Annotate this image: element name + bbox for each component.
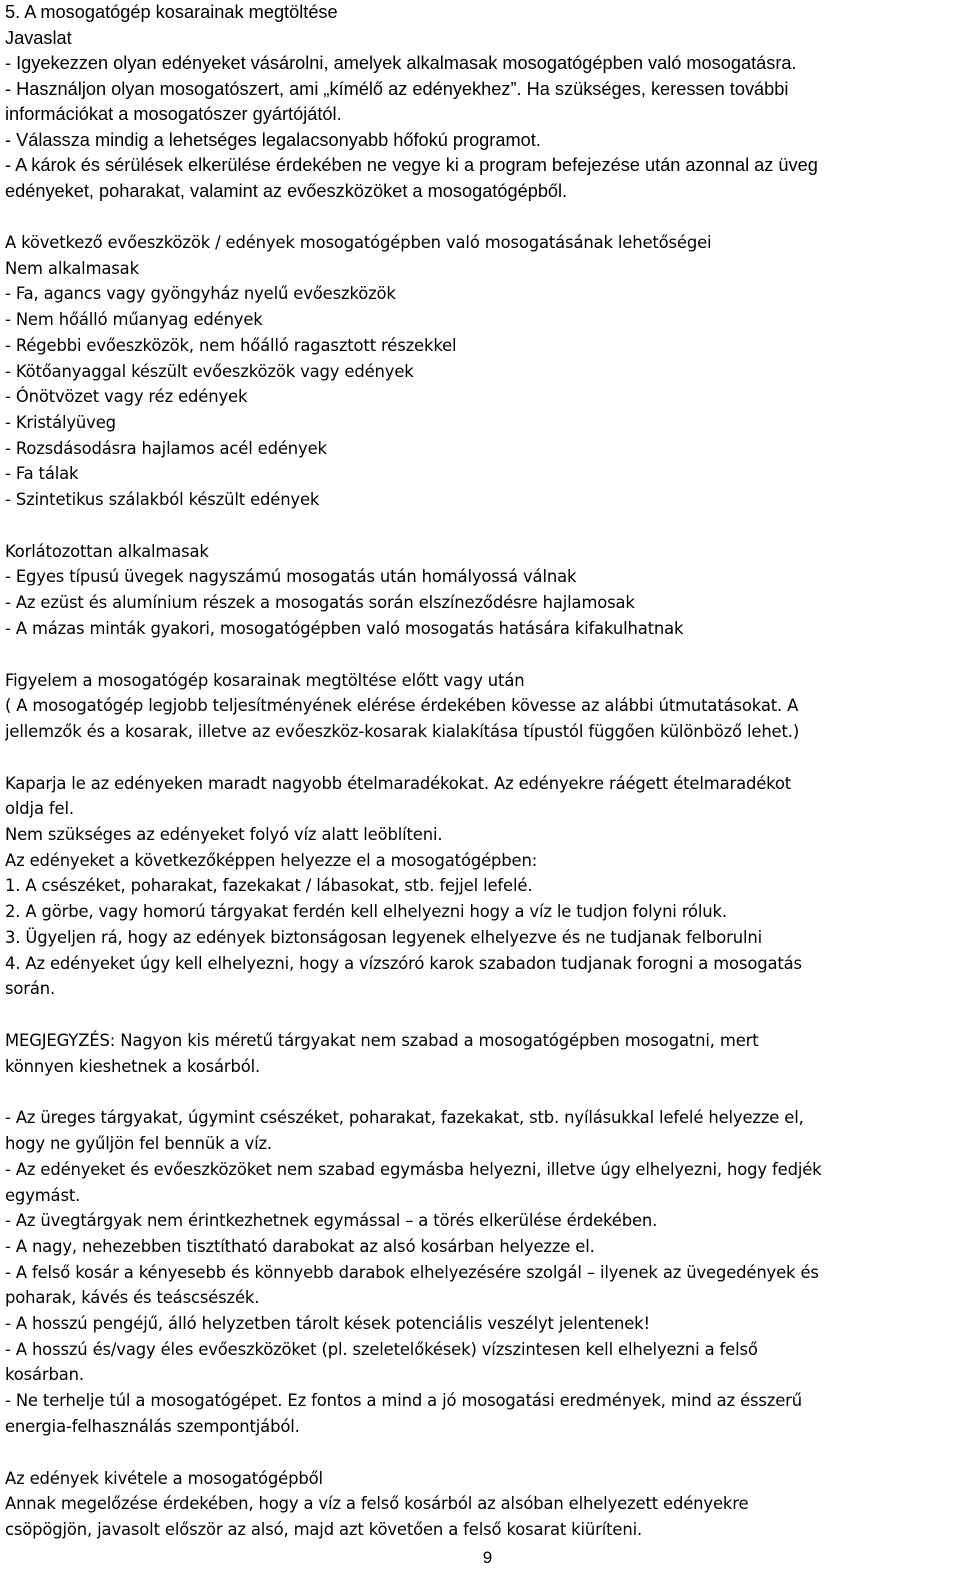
tip-line: - Az edényeket és evőeszközöket nem szabad egymásba helyezni, illetve úgy elhelyezni, hogy fedjék (5, 1159, 822, 1179)
attention-section (5, 668, 955, 745)
limited-section (5, 539, 955, 642)
note-line: könnyen kieshetnek a kosárból. (5, 1056, 261, 1076)
instruction-line: oldja fel. (5, 799, 74, 819)
instruction-line: 1. A csészéket, poharakat, fazekakat / lábasokat, stb. fejjel lefelé. (5, 876, 533, 896)
instruction-line: Az edényeket a következőképpen helyezze el a mosogatógépben: (5, 850, 538, 870)
instruction-line: 3. Ügyeljen rá, hogy az edények biztonságosan legyenek elhelyezve és ne tudjanak felborulni (5, 927, 762, 947)
instruction-line: 2. A görbe, vagy homorú tárgyakat ferdén kell elhelyezni hogy a víz le tudjon folyni róluk. (5, 902, 727, 922)
suitability-section (5, 230, 955, 513)
recommendation-line: - Igyekezzen olyan edényeket vásárolni, amelyek alkalmasak mosogatógépben való mosogatásra. (5, 53, 797, 73)
attention-line: jellemzők és a kosarak, illetve az evőeszköz-kosarak kialakítása típustól függően különböző lehet.) (5, 721, 800, 741)
document-page (5, 0, 955, 1543)
tip-line: hogy ne gyűljön fel bennük a víz. (5, 1134, 272, 1154)
tip-line: energia-felhasználás szempontjából. (5, 1416, 300, 1436)
unsuitable-item: - Régebbi evőeszközök, nem hőálló ragasztott részekkel (5, 335, 457, 355)
note-line: MEGJEGYZÉS: Nagyon kis méretű tárgyakat nem szabad a mosogatógépben mosogatni, mert (5, 1030, 759, 1050)
recommendation-line: információkat a mosogatószer gyártójától. (5, 104, 342, 124)
limited-item: - Egyes típusú üvegek nagyszámú mosogatás után homályossá válnak (5, 567, 577, 587)
instruction-line: 4. Az edényeket úgy kell elhelyezni, hogy a vízszóró karok szabadon tudjanak forogni a mosogatás (5, 953, 802, 973)
unsuitable-item: - Rozsdásodásra hajlamos acél edények (5, 438, 327, 458)
section-title: 5. A mosogatógép kosarainak megtöltése (5, 2, 338, 22)
unsuitable-item: - Kötőanyaggal készült evőeszközök vagy edények (5, 361, 414, 381)
instruction-line: során. (5, 979, 56, 999)
tip-line: poharak, kávés és teáscsészék. (5, 1288, 260, 1308)
recommendation-line: - Használjon olyan mosogatószert, ami „kímélő az edényekhez”. Ha szükséges, keressen további (5, 78, 789, 99)
suitability-heading: A következő evőeszközök / edények mosogatógépben való mosogatásának lehetőségei (5, 233, 712, 252)
tip-line: - A felső kosár a kényesebb és könnyebb darabok elhelyezésére szolgál – ilyenek az üvegedények és (5, 1262, 819, 1282)
unloading-section (5, 1466, 955, 1543)
attention-line: ( A mosogatógép legjobb teljesítményének elérése érdekében kövesse az alábbi útmutatásokat. A (5, 696, 799, 716)
recommendation-line: edényeket, poharakat, valamint az evőeszközöket a mosogatógépből. (5, 180, 568, 201)
instruction-line: Kaparja le az edényeken maradt nagyobb ételmaradékokat. Az edényekre ráégett ételmaradékot (5, 773, 792, 793)
unloading-line: Annak megelőzése érdekében, hogy a víz a felső kosárból az alsóban elhelyezett edényekre (5, 1494, 749, 1514)
tip-line: - A hosszú és/vagy éles evőeszközöket (pl. szeletelőkések) vízszintesen kell elhelyezni a felső (5, 1339, 758, 1359)
unloading-line: csöpögjön, javasolt először az alsó, majd azt követően a felső kosarat kiüríteni. (5, 1519, 643, 1539)
recommendation-line: - A károk és sérülések elkerülése érdekében ne vegye ki a program befejezése után azonnal az üveg (5, 155, 818, 175)
tip-line: - Az üreges tárgyakat, úgymint csészéket, poharakat, fazekakat, stb. nyílásukkal lefelé helyezze el, (5, 1108, 804, 1128)
unsuitable-heading: Nem alkalmasak (5, 258, 139, 278)
unsuitable-item: - Ónötvözet vagy réz edények (5, 387, 248, 407)
tip-line: kosárban. (5, 1365, 84, 1385)
unloading-heading: Az edények kivétele a mosogatógépből (5, 1468, 323, 1488)
instructions-section (5, 771, 955, 1002)
recommendation-line: - Válassza mindig a lehetséges legalacsonyabb hőfokú programot. (5, 129, 541, 150)
unsuitable-item: - Fa tálak (5, 464, 79, 484)
tip-line: - Ne terhelje túl a mosogatógépet. Ez fontos a mind a jó mosogatási eredmények, mind az ésszerű (5, 1391, 802, 1411)
note-section (5, 1028, 955, 1079)
unsuitable-item: - Fa, agancs vagy gyöngyház nyelű evőeszközök (5, 284, 396, 304)
tip-line: - A nagy, nehezebben tisztítható darabokat az alsó kosárban helyezze el. (5, 1236, 595, 1256)
unsuitable-item: - Nem hőálló műanyag edények (5, 310, 263, 330)
unsuitable-item: - Kristályüveg (5, 412, 116, 432)
recommendation-section (5, 0, 955, 204)
unsuitable-item: - Szintetikus szálakból készült edények (5, 490, 320, 510)
attention-heading: Figyelem a mosogatógép kosarainak megtöltése előtt vagy után (5, 670, 525, 690)
tip-line: egymást. (5, 1185, 81, 1205)
tip-line: - Az üvegtárgyak nem érintkezhetnek egymással – a törés elkerülése érdekében. (5, 1211, 658, 1231)
limited-item: - A mázas minták gyakori, mosogatógépben való mosogatás hatására kifakulhatnak (5, 618, 684, 638)
tips-section (5, 1105, 955, 1439)
page-number: 9 (482, 1548, 493, 1567)
limited-item: - Az ezüst és alumínium részek a mosogatás során elszíneződésre hajlamosak (5, 593, 635, 613)
recommendation-heading: Javaslat (5, 27, 72, 48)
limited-heading: Korlátozottan alkalmasak (5, 541, 209, 561)
instruction-line: Nem szükséges az edényeket folyó víz alatt leöblíteni. (5, 825, 443, 845)
tip-line: - A hosszú pengéjű, álló helyzetben tárolt kések potenciális veszélyt jelentenek! (5, 1314, 650, 1334)
